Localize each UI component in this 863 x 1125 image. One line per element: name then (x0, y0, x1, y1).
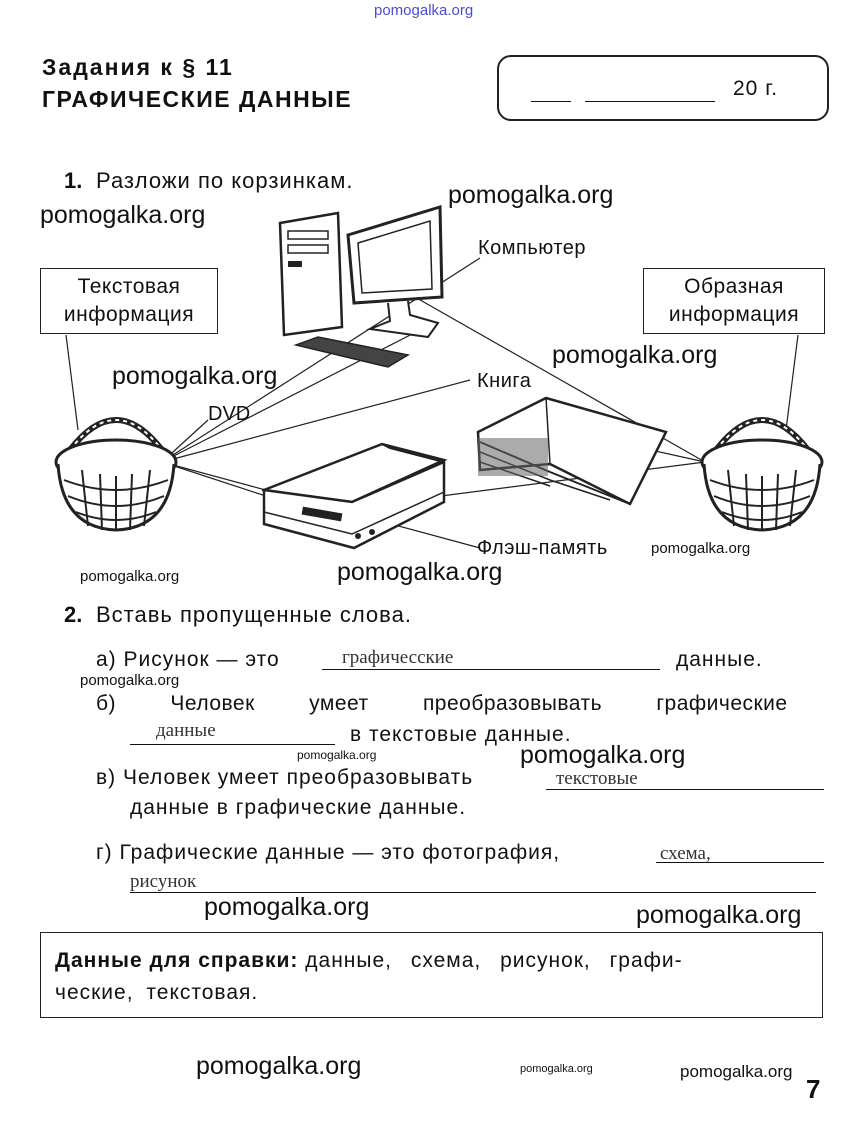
basket-right-icon (698, 400, 826, 535)
item-flash-label: Флэш-память (477, 537, 608, 559)
item-book-label: Книга (477, 370, 532, 392)
computer-icon (278, 205, 448, 375)
task2a-prefix: а) Рисунок — это (96, 648, 280, 671)
task1-number: 1. (64, 168, 83, 193)
page-number: 7 (806, 1074, 821, 1104)
watermark: pomogalka.org (520, 1063, 593, 1075)
basket-left-label (40, 268, 218, 334)
basket-right-label (643, 268, 825, 334)
watermark: pomogalka.org (651, 540, 751, 557)
watermark-top: pomogalka.org (374, 2, 474, 19)
task2b-blank (130, 744, 335, 745)
task2a-blank (322, 669, 660, 670)
watermark: pomogalka.org (520, 741, 686, 769)
watermark: pomogalka.org (196, 1052, 362, 1080)
basket-right-label-line2: информация (668, 303, 800, 326)
watermark: pomogalka.org (40, 201, 206, 229)
watermark: pomogalka.org (80, 672, 180, 689)
task2-number: 2. (64, 602, 83, 627)
basket-left-label-line2: информация (63, 303, 195, 326)
book-icon (470, 392, 670, 507)
task2c-suffix: данные в графические данные. (130, 796, 467, 819)
task2c-prefix: в) Человек умеет преобразовывать (96, 766, 474, 789)
task2d-prefix: г) Графические данные — это фотография, (96, 841, 561, 864)
task2c-answer: текстовые (556, 768, 638, 789)
item-computer-label: Компьютер (478, 237, 587, 259)
reference-text-line2: ческие, текстовая. (55, 981, 259, 1004)
scanner-icon (262, 440, 447, 552)
reference-text-line1: данные, схема, рисунок, графи- (305, 949, 683, 972)
reference-label: Данные для справки: (55, 949, 299, 972)
basket-right-label-line1: Образная (684, 275, 784, 298)
watermark: pomogalka.org (448, 181, 614, 209)
date-year: 20 г. (733, 77, 779, 100)
basket-left-icon (52, 400, 180, 535)
watermark: pomogalka.org (337, 558, 503, 586)
watermark: pomogalka.org (680, 1062, 793, 1081)
task2-text: Вставь пропущенные слова. (96, 602, 412, 627)
page-subtitle: ГРАФИЧЕСКИЕ ДАННЫЕ (42, 86, 353, 112)
basket-left-label-line1: Текстовая (77, 275, 181, 298)
task2a-answer: графичесские (342, 647, 454, 668)
watermark: pomogalka.org (112, 362, 278, 390)
task2d-answer2: рисунок (130, 871, 197, 892)
task1-text: Разложи по корзинкам. (96, 168, 354, 193)
item-dvd-label: DVD (208, 403, 251, 425)
task2b-suffix: в текстовые данные. (350, 723, 572, 746)
watermark: pomogalka.org (297, 748, 377, 762)
watermark: pomogalka.org (204, 893, 370, 921)
watermark: pomogalka.org (636, 901, 802, 929)
watermark: pomogalka.org (80, 568, 180, 585)
watermark: pomogalka.org (552, 341, 718, 369)
page-title: Задания к § 11 (42, 54, 234, 80)
task2b-prefix: б) Человек умеет преобразовывать графические (96, 692, 788, 715)
task2a-suffix: данные. (676, 648, 763, 671)
reference-box (40, 932, 823, 1018)
task2d-answer1: схема, (660, 843, 711, 864)
task2b-answer: данные (156, 720, 216, 741)
